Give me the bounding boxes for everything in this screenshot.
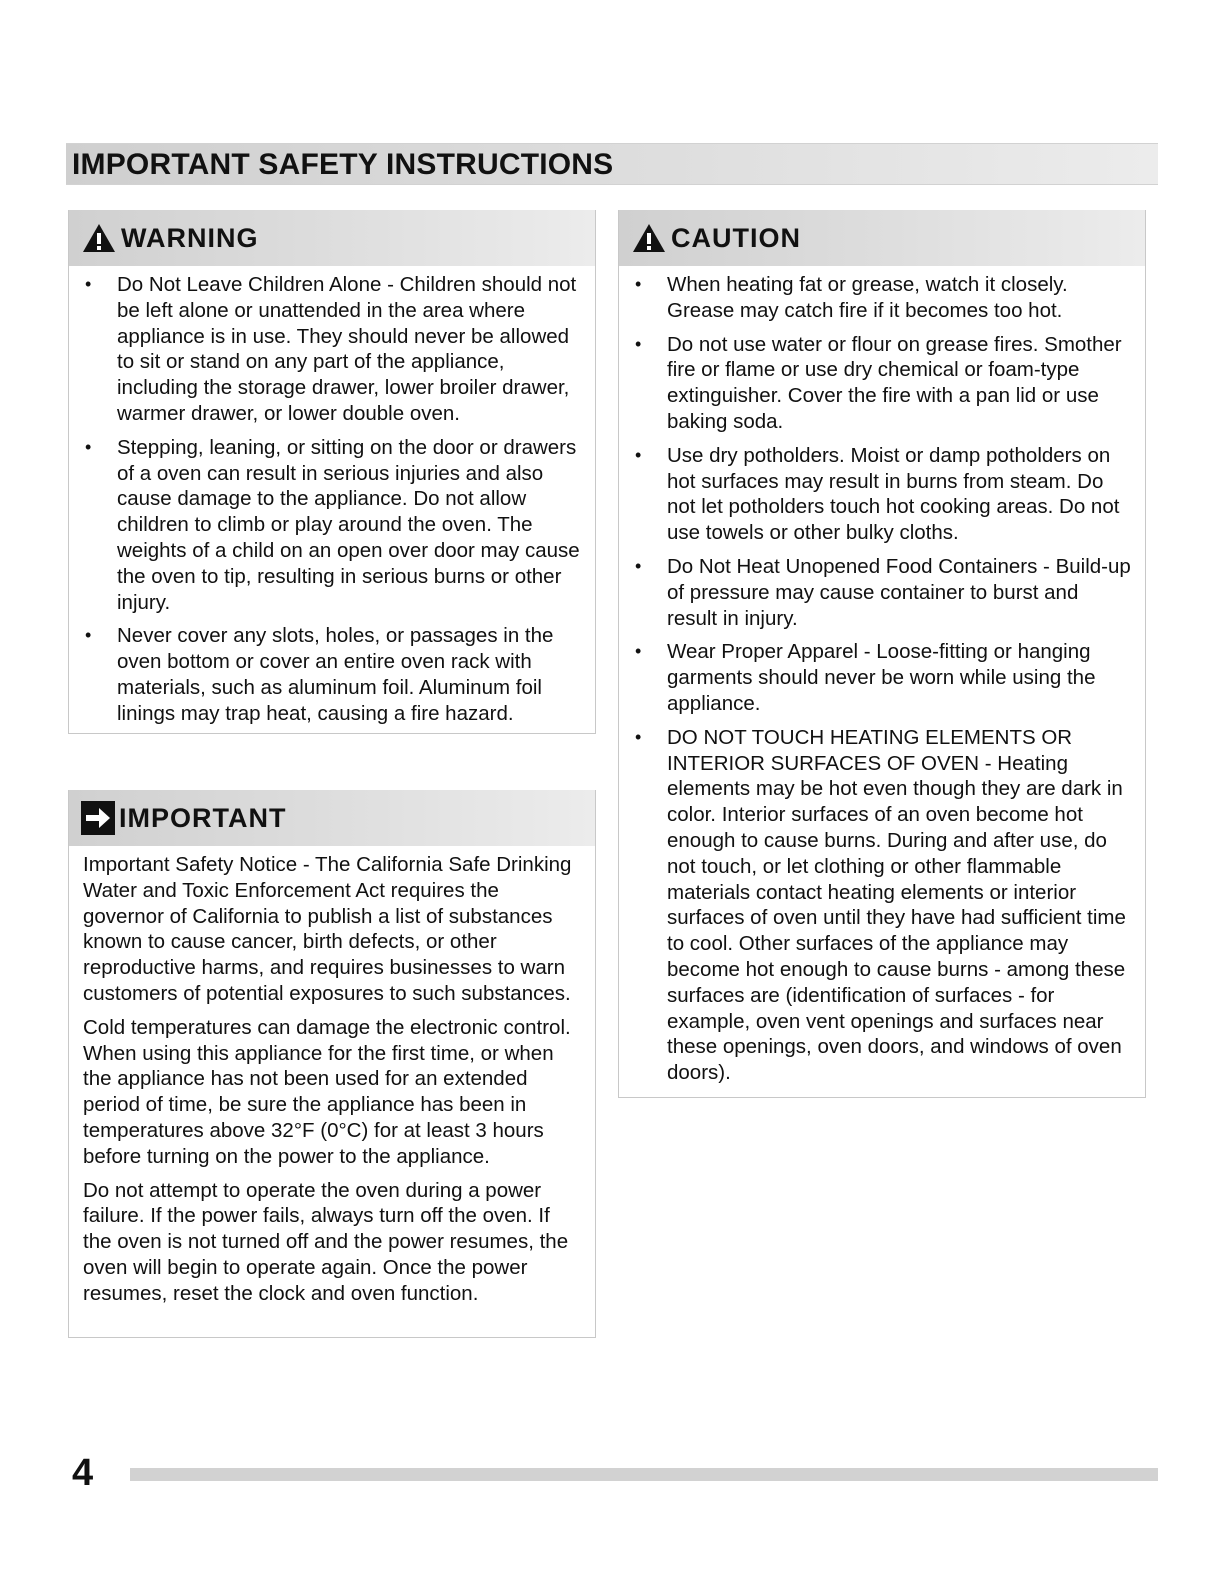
bullet-icon: • [635, 555, 642, 576]
page-number: 4 [72, 1452, 94, 1494]
caution-item-text: Do Not Heat Unopened Food Containers - Build-up of pressure may cause container to burst and result in injury. [667, 554, 1131, 630]
bullet-icon: • [635, 274, 642, 294]
warning-list [69, 272, 595, 727]
warning-box [68, 210, 596, 734]
important-header [69, 790, 595, 846]
important-paragraph: Cold temperatures can damage the electronic control. When using this appliance for the first time, or when the appliance has not been used for an extended period of time, be sure the appliance has been in temperatures above 32°F (0°C) for at least 3 hours before turning on the power to the appliance. [83, 1015, 571, 1168]
caution-item [619, 725, 1133, 1086]
caution-item [619, 332, 1133, 435]
caution-item [619, 554, 1133, 631]
bullet-icon: • [635, 641, 642, 662]
important-box [68, 790, 596, 1338]
bullet-icon: • [635, 726, 642, 747]
page-title-bar [66, 143, 1158, 185]
caution-item-text: DO NOT TOUCH HEATING ELEMENTS OR INTERIOR SURFACES OF OVEN - Heating elements may be hot even though they are dark in color. Interior surfaces of an oven become hot enough to cause burns. During and after use, do not touch, or let clothing or other flammable materials contact heating elements or interior surfaces of oven until they have had sufficient time to cool. Other surfaces of the appliance may become hot enough to cause burns - among these surfaces are (identification of surfaces - for example, oven vent openings and surfaces near these openings, oven doors, and windows of oven doors). [667, 725, 1126, 1085]
warning-triangle-icon [631, 222, 667, 254]
caution-item [619, 639, 1133, 716]
caution-item [619, 443, 1133, 546]
page-title: IMPORTANT SAFETY INSTRUCTIONS [72, 148, 614, 181]
bullet-icon: • [85, 625, 92, 646]
warning-header [69, 210, 595, 266]
warning-item-text: Stepping, leaning, or sitting on the door or drawers of a oven can result in serious injuries and also cause damage to the appliance. Do not allow children to climb or play around the oven. The weights of a child on an open over door may cause the oven to tip, resulting in serious burns or other injury. [117, 435, 580, 614]
important-label: IMPORTANT [119, 802, 287, 833]
caution-item-text: When heating fat or grease, watch it closely. Grease may catch fire if it becomes too hot. [667, 273, 1068, 322]
important-paragraph: Do not attempt to operate the oven during a power failure. If the power fails, always turn off the oven. If the oven is not turned off and the power resumes, the oven will begin to operate again. Once the power resumes, reset the clock and oven function. [83, 1178, 569, 1305]
warning-label: WARNING [121, 222, 259, 253]
caution-header [619, 210, 1145, 266]
caution-label: CAUTION [671, 222, 801, 253]
caution-box [618, 210, 1146, 1098]
caution-item-text: Wear Proper Apparel - Loose-fitting or hanging garments should never be worn while using the appliance. [667, 640, 1096, 715]
warning-triangle-icon [81, 222, 117, 254]
warning-item-text: Never cover any slots, holes, or passages in the oven bottom or cover an entire oven rack with materials, such as aluminum foil. Aluminum foil linings may trap heat, causing a fire hazard. [117, 624, 554, 725]
bullet-icon: • [85, 274, 92, 294]
important-paragraph: Important Safety Notice - The California Safe Drinking Water and Toxic Enforcement Act requires the governor of California to publish a list of substances known to cause cancer, birth defects, or other reproductive harms, and requires businesses to warn customers of potential exposures to such substances. [83, 853, 572, 1005]
warning-item [69, 272, 581, 427]
bullet-icon: • [635, 333, 642, 354]
warning-item-text: Do Not Leave Children Alone - Children should not be left alone or unattended in the area where appliance is in use. They should never be allowed to sit or stand on any part of the appliance, including the storage drawer, lower broiler drawer, warmer drawer, or lower double oven. [117, 273, 577, 425]
caution-item-text: Do not use water or flour on grease fires. Smother fire or flame or use dry chemical or foam-type extinguisher. Cover the fire with a pan lid or use baking soda. [667, 332, 1122, 433]
caution-item-text: Use dry potholders. Moist or damp potholders on hot surfaces may result in burns from steam. Do not let potholders touch hot cooking areas. Do not use towels or other bulky cloths. [667, 443, 1120, 545]
important-body [69, 846, 595, 1307]
bullet-icon: • [635, 444, 642, 465]
caution-item [619, 272, 1133, 324]
arrow-right-icon [81, 801, 115, 835]
caution-list [619, 272, 1145, 1086]
bullet-icon: • [85, 436, 92, 457]
warning-item [69, 623, 581, 726]
footer-rule [130, 1468, 1158, 1481]
warning-item [69, 435, 581, 616]
